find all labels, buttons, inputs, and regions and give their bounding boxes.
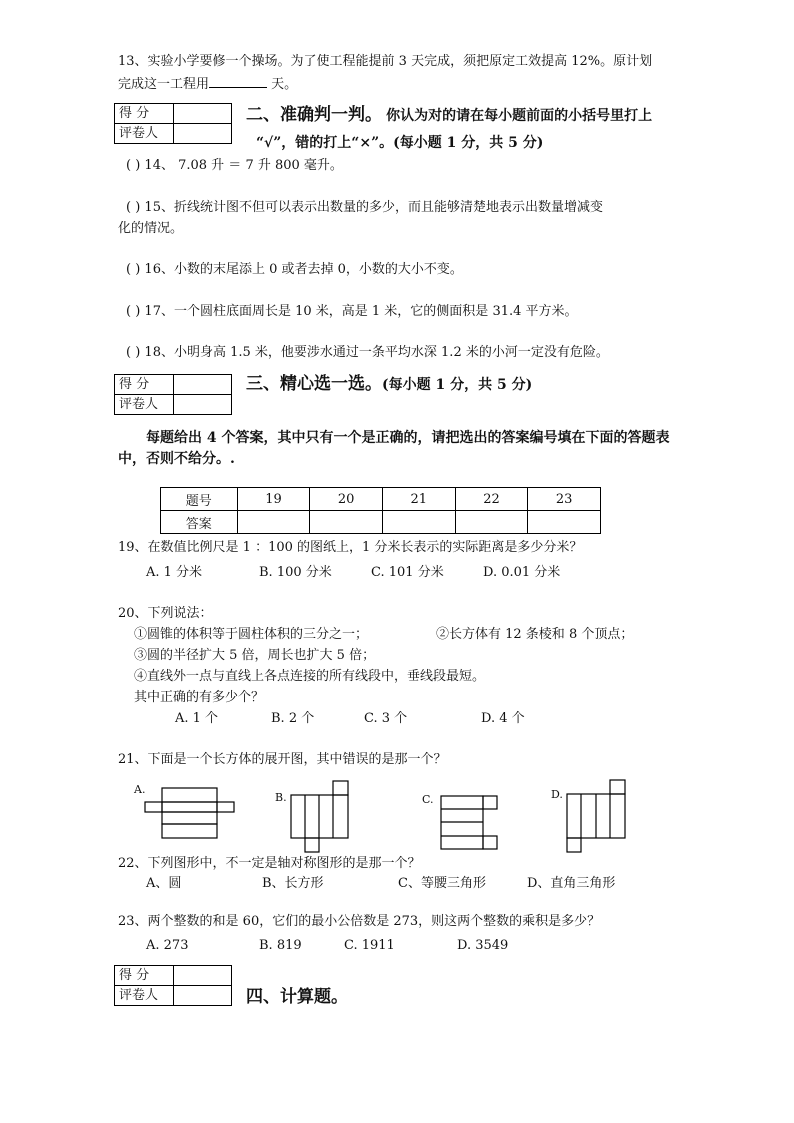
q21-label-c: C. [422, 793, 434, 806]
q21-label-d: D. [551, 788, 563, 801]
section4-title: 四、计算题。 [246, 987, 348, 1007]
q23-stem: 23、两个整数的和是 60，它们的最小公倍数是 273，则这两个整数的乘积是多少？ [118, 914, 601, 929]
q20-statement-2: ②长方体有 12 条棱和 8 个顶点； [436, 627, 634, 642]
q19-option-a: A. 1 分米 [146, 565, 203, 580]
section3-instruction-line2: 中，否则不给分。. [118, 451, 235, 467]
q23-option-c: C. 1911 [344, 938, 395, 953]
section2-instruction-line1: 你认为对的请在每小题前面的小括号里打上 [386, 108, 653, 124]
section3-points: (每小题 1 分，共 5 分) [382, 377, 533, 393]
grader-cell [174, 986, 232, 1006]
answer-table-number: 21 [382, 488, 455, 511]
q22-option-c: C、等腰三角形 [398, 876, 486, 891]
score-box [114, 965, 232, 1006]
section2-instruction-line2: “√”，错的打上“×”。(每小题 1 分，共 5 分) [256, 135, 544, 151]
q22-option-d: D、直角三角形 [527, 876, 616, 891]
judge-text: 14、 7.08 升 ＝ 7 升 800 毫升。 [144, 158, 343, 173]
q20-question: 其中正确的有多少个？ [134, 690, 265, 705]
judge-text: 15、折线统计图不但可以表示出数量的多少，而且能够清楚地表示出数量增减变 [144, 200, 603, 215]
q19-option-b: B. 100 分米 [259, 565, 332, 580]
q19-option-d: D. 0.01 分米 [483, 565, 561, 580]
grader-label: 评卷人 [115, 986, 174, 1006]
q22-stem: 22、下列图形中，不一定是轴对称图形的是那一个？ [118, 856, 421, 871]
judge-paren: ( ) [126, 304, 141, 319]
q23-option-d: D. 3549 [457, 938, 509, 953]
q13-line2-suffix: 天。 [271, 77, 298, 92]
q22-option-b: B、长方形 [262, 876, 324, 891]
answer-table-number-label: 题号 [161, 488, 238, 511]
q20-stem: 20、下列说法： [118, 606, 213, 621]
q23-option-b: B. 819 [259, 938, 302, 953]
section3-title: 三、精心选一选。 [246, 374, 382, 394]
score-label: 得 分 [115, 966, 174, 986]
q19-option-c: C. 101 分米 [371, 565, 444, 580]
q22-option-a: A、圆 [146, 876, 182, 891]
judge-text: 18、小明身高 1.5 米，他要涉水通过一条平均水深 1.2 米的小河一定没有危险。 [144, 345, 609, 360]
grader-label: 评卷人 [115, 395, 174, 415]
q21-label-b: B. [275, 791, 287, 804]
answer-table-number: 22 [455, 488, 528, 511]
q19-stem: 19、在数值比例尺是 1 ：100 的图纸上，1 分米长表示的实际距离是多少分米？ [118, 540, 583, 555]
grader-label: 评卷人 [115, 124, 174, 144]
q23-option-a: A. 273 [146, 938, 189, 953]
answer-table-number: 20 [310, 488, 383, 511]
score-label: 得 分 [115, 104, 174, 124]
q13-line2-prefix: 完成这一工程用 [118, 77, 210, 92]
answer-table-number: 19 [237, 488, 310, 511]
judge-text: 16、小数的末尾添上 0 或者去掉 0，小数的大小不变。 [144, 262, 463, 277]
q20-option-b: B. 2 个 [271, 711, 315, 726]
section2-title: 二、准确判一判。 [246, 105, 382, 125]
q20-statement-3: ③圆的半径扩大 5 倍，周长也扩大 5 倍； [134, 648, 376, 663]
answer-table-number: 23 [528, 488, 601, 511]
q20-option-a: A. 1 个 [175, 711, 219, 726]
judge-text: 17、一个圆柱底面周长是 10 米，高是 1 米，它的侧面积是 31.4 平方米。 [144, 304, 578, 319]
q13-line1: 13、实验小学要修一个操场。为了使工程能提前 3 天完成，须把原定工效提高 12%。原计划 [118, 54, 653, 69]
q20-statement-4: ④直线外一点与直线上各点连接的所有线段中，垂线段最短。 [134, 669, 486, 684]
section3-instruction-line1: 每题给出 4 个答案，其中只有一个是正确的，请把选出的答案编号填在下面的答题表 [146, 430, 670, 446]
answer-table-answer-label: 答案 [161, 511, 238, 534]
q20-option-d: D. 4 个 [481, 711, 525, 726]
judge-paren: ( ) [126, 158, 141, 173]
q21-label-a: A. [134, 783, 146, 796]
score-cell [174, 966, 232, 986]
judge-item-15-cont: 化的情况。 [118, 221, 184, 236]
judge-paren: ( ) [126, 262, 141, 277]
q20-option-c: C. 3 个 [364, 711, 408, 726]
q20-statement-1: ①圆锥的体积等于圆柱体积的三分之一； [134, 627, 369, 642]
q21-stem: 21、下面是一个长方体的展开图，其中错误的是那一个？ [118, 752, 447, 767]
judge-paren: ( ) [126, 345, 141, 360]
judge-paren: ( ) [126, 200, 141, 215]
score-label: 得 分 [115, 375, 174, 395]
